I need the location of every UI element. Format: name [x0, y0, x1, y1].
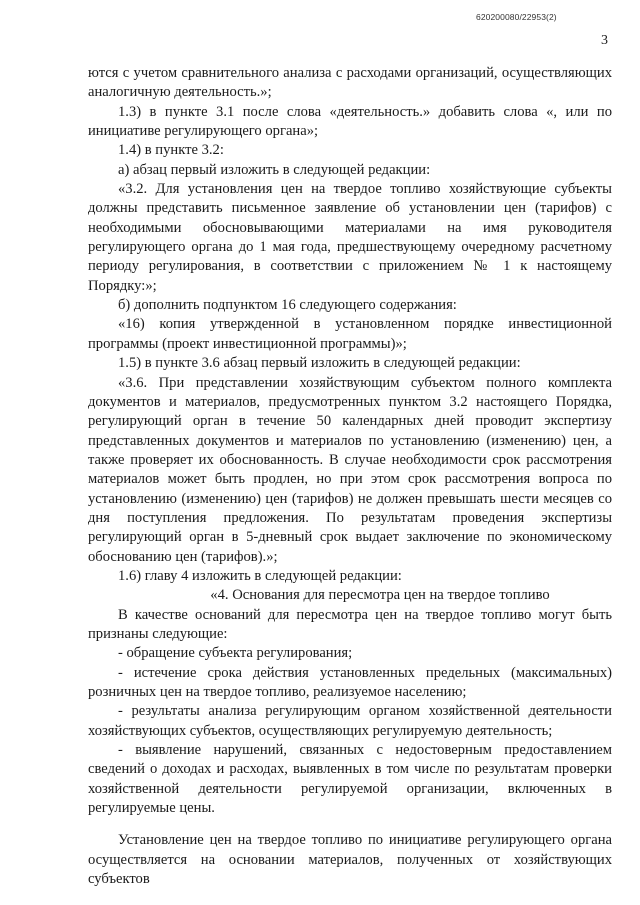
list-item-grounds-1: - обращение субъекта регулирования;	[118, 645, 353, 662]
paragraph-subitem-a: а) абзац первый изложить в следующей редакции:	[118, 161, 431, 178]
paragraph-subitem-b: б) дополнить подпунктом 16 следующего содержания:	[118, 297, 457, 314]
list-item-grounds-4: - выявление нарушений, связанных с недостоверным предоставлением сведений о доходах и расходах, выявленных в том числе по результатам проверки хозяйственной деятельности регулируемой организации, включенных в регулируемые цены.	[88, 742, 612, 817]
paragraph-item-1-6: 1.6) главу 4 изложить в следующей редакции:	[118, 567, 402, 584]
paragraph-item-1-4: 1.4) в пункте 3.2:	[118, 142, 224, 159]
paragraph-continuation: ются с учетом сравнительного анализа с расходами организаций, осуществляющих аналогичную деятельность.»;	[88, 65, 612, 101]
list-item-grounds-2: - истечение срока действия установленных предельных (максимальных) розничных цен на твердое топливо, реализуемое населению;	[88, 664, 612, 700]
paragraph-item-1-3: 1.3) в пункте 3.1 после слова «деятельность.» добавить слова «, или по инициативе регулирующего органа»;	[88, 103, 612, 140]
paragraph-item-1-5: 1.5) в пункте 3.6 абзац первый изложить в следующей редакции:	[118, 355, 521, 372]
paragraph-quote-3-6: «3.6. При представлении хозяйствующим субъектом полного комплекта документов и материалов, предусмотренных пунктом 3.2 настоящего Порядка, регулирующий орган в течение 50 календарных дней проводит экспертизу представленных документов и материалов по установлению (изменению) цен, а также проверяет их обоснованность. В случае необходимости срок рассмотрения материалов может быть продлен, но при этом срок рассмотрения вопроса по установлению (изменению) цен (тарифов) не должен превышать шести месяцев со дня поступления предложения. По результатам проведения экспертизы регулирующий орган в 5-дневный срок выдает заключение по экономическому обоснованию цен (тарифов).»;	[88, 374, 612, 565]
paragraph-quote-3-2: «3.2. Для установления цен на твердое топливо хозяйствующие субъекты должны представить письменное заявление об установлении цен (тарифов) с необходимыми обосновывающими материалами на имя руководителя регулирующего органа до 1 мая года, предшествующему очередному расчетному периоду регулирования, в соответствии с приложением № 1 к настоящему Порядку:»;	[88, 181, 612, 294]
list-item-grounds-3: - результаты анализа регулирующим органом хозяйственной деятельности хозяйствующих субъектов, осуществляющих регулируемую деятельность;	[88, 703, 612, 739]
paragraph-initiative: Установление цен на твердое топливо по инициативе регулирующего органа осуществляется на основании материалов, полученных от хозяйствующих субъектов	[88, 832, 612, 888]
paragraph-quote-16: «16) копия утвержденной в установленном порядке инвестиционной программы (проект инвестиционной программы)»;	[88, 316, 612, 352]
page-number: 3	[601, 33, 608, 48]
document-body	[88, 64, 612, 889]
paragraph-grounds-intro: В качестве оснований для пересмотра цен на твердое топливо могут быть признаны следующие:	[88, 606, 612, 642]
header-document-code: 620200080/22953(2)	[476, 12, 557, 22]
section-heading-4: «4. Основания для пересмотра цен на твердое топливо	[210, 587, 550, 604]
